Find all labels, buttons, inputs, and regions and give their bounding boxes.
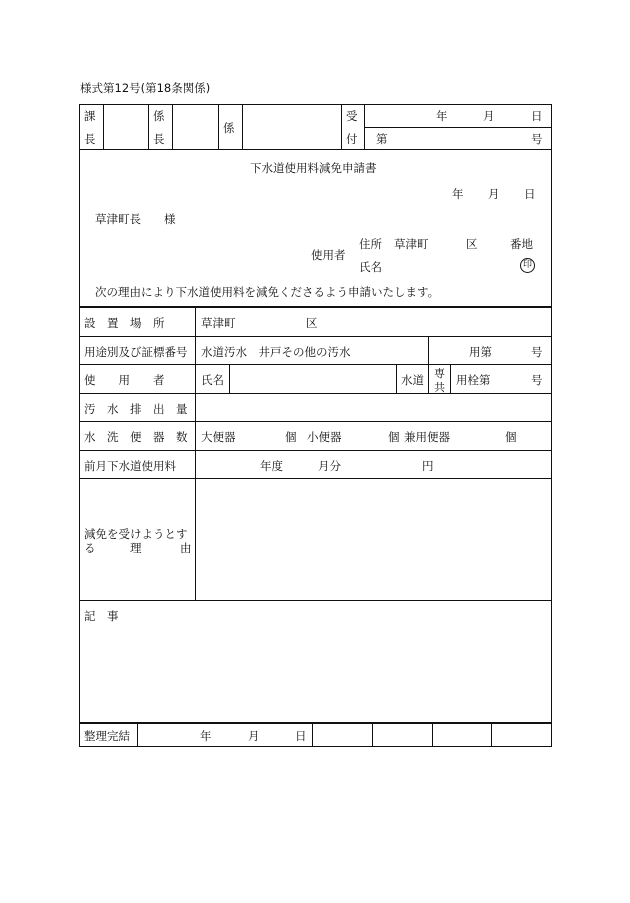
- toilet-count-label: 水 洗 便 器 数: [84, 430, 188, 444]
- receipt-year: 年: [436, 109, 448, 123]
- address-label: 住所: [359, 237, 382, 251]
- kakari-label: 係: [223, 121, 235, 135]
- applicant-label: 使用者: [311, 248, 346, 262]
- receipt-month: 月: [483, 109, 495, 123]
- usage-go: 号: [531, 345, 543, 359]
- prev-fee-month: 月分: [318, 459, 341, 473]
- application-statement: 次の理由により下水道使用料を減免くださるよう申請いたします。: [95, 285, 440, 299]
- yosen-label: 用栓第: [456, 373, 491, 387]
- toilet-large-label: 大便器: [201, 430, 236, 444]
- kakaricho-label-top: 係: [153, 109, 165, 123]
- completion-label: 整理完結: [84, 729, 130, 743]
- form-number: 様式第12号(第18条関係): [80, 81, 211, 95]
- toilet-shared-label: 兼用便器: [404, 430, 450, 444]
- seal-mark: 印: [520, 258, 535, 273]
- prev-fee-nendo: 年度: [260, 459, 283, 473]
- uketsuke-label-top: 受: [346, 109, 358, 123]
- completion-month: 月: [248, 729, 260, 743]
- reason-label-yu: 由: [180, 541, 192, 555]
- usage-you: 用第: [469, 345, 492, 359]
- usage-value: 水道汚水 井戸その他の汚水: [201, 345, 351, 359]
- kakaricho-label-bottom: 長: [153, 132, 165, 146]
- receipt-go: 号: [531, 132, 543, 146]
- toilet-small-unit: 個: [388, 430, 400, 444]
- yosen-go: 号: [531, 373, 543, 387]
- prev-fee-label: 前月下水道使用料: [84, 459, 176, 473]
- kacho-label-bottom: 長: [84, 132, 96, 146]
- toilet-large-unit: 個: [285, 430, 297, 444]
- kacho-label-top: 課: [84, 109, 96, 123]
- application-year: 年: [452, 187, 464, 201]
- address-ku: 区: [466, 237, 478, 251]
- receipt-day: 日: [531, 109, 543, 123]
- address-town: 草津町: [394, 237, 429, 251]
- usage-label: 用途別及び証標番号: [84, 345, 188, 359]
- form-title: 下水道使用料減免申請書: [250, 161, 377, 175]
- reason-label-line1: 減免を受けようとす: [84, 527, 188, 541]
- location-ku: 区: [306, 316, 318, 330]
- application-day: 日: [524, 187, 536, 201]
- application-month: 月: [488, 187, 500, 201]
- prev-fee-yen: 円: [422, 459, 434, 473]
- location-label: 設 置 場 所: [84, 316, 165, 330]
- sen-label: 専: [434, 367, 445, 380]
- addressee: 草津町長 様: [95, 212, 176, 226]
- completion-day: 日: [295, 729, 307, 743]
- notes-label: 記 事: [84, 609, 119, 623]
- toilet-shared-unit: 個: [505, 430, 517, 444]
- name-label: 氏名: [359, 260, 382, 274]
- discharge-label: 汚 水 排 出 量: [84, 402, 188, 416]
- user-name-label: 氏名: [201, 373, 224, 387]
- reason-label-ru: る: [84, 541, 96, 555]
- kyo-label: 共: [434, 381, 445, 394]
- suido-label: 水道: [401, 373, 424, 387]
- completion-year: 年: [200, 729, 212, 743]
- address-banchi: 番地: [510, 237, 533, 251]
- location-town: 草津町: [201, 316, 236, 330]
- receipt-dai: 第: [376, 132, 388, 146]
- toilet-small-label: 小便器: [307, 430, 342, 444]
- uketsuke-label-bottom: 付: [346, 132, 358, 146]
- user-row-label: 使 用 者: [84, 373, 165, 387]
- reason-label-ri: 理: [130, 541, 142, 555]
